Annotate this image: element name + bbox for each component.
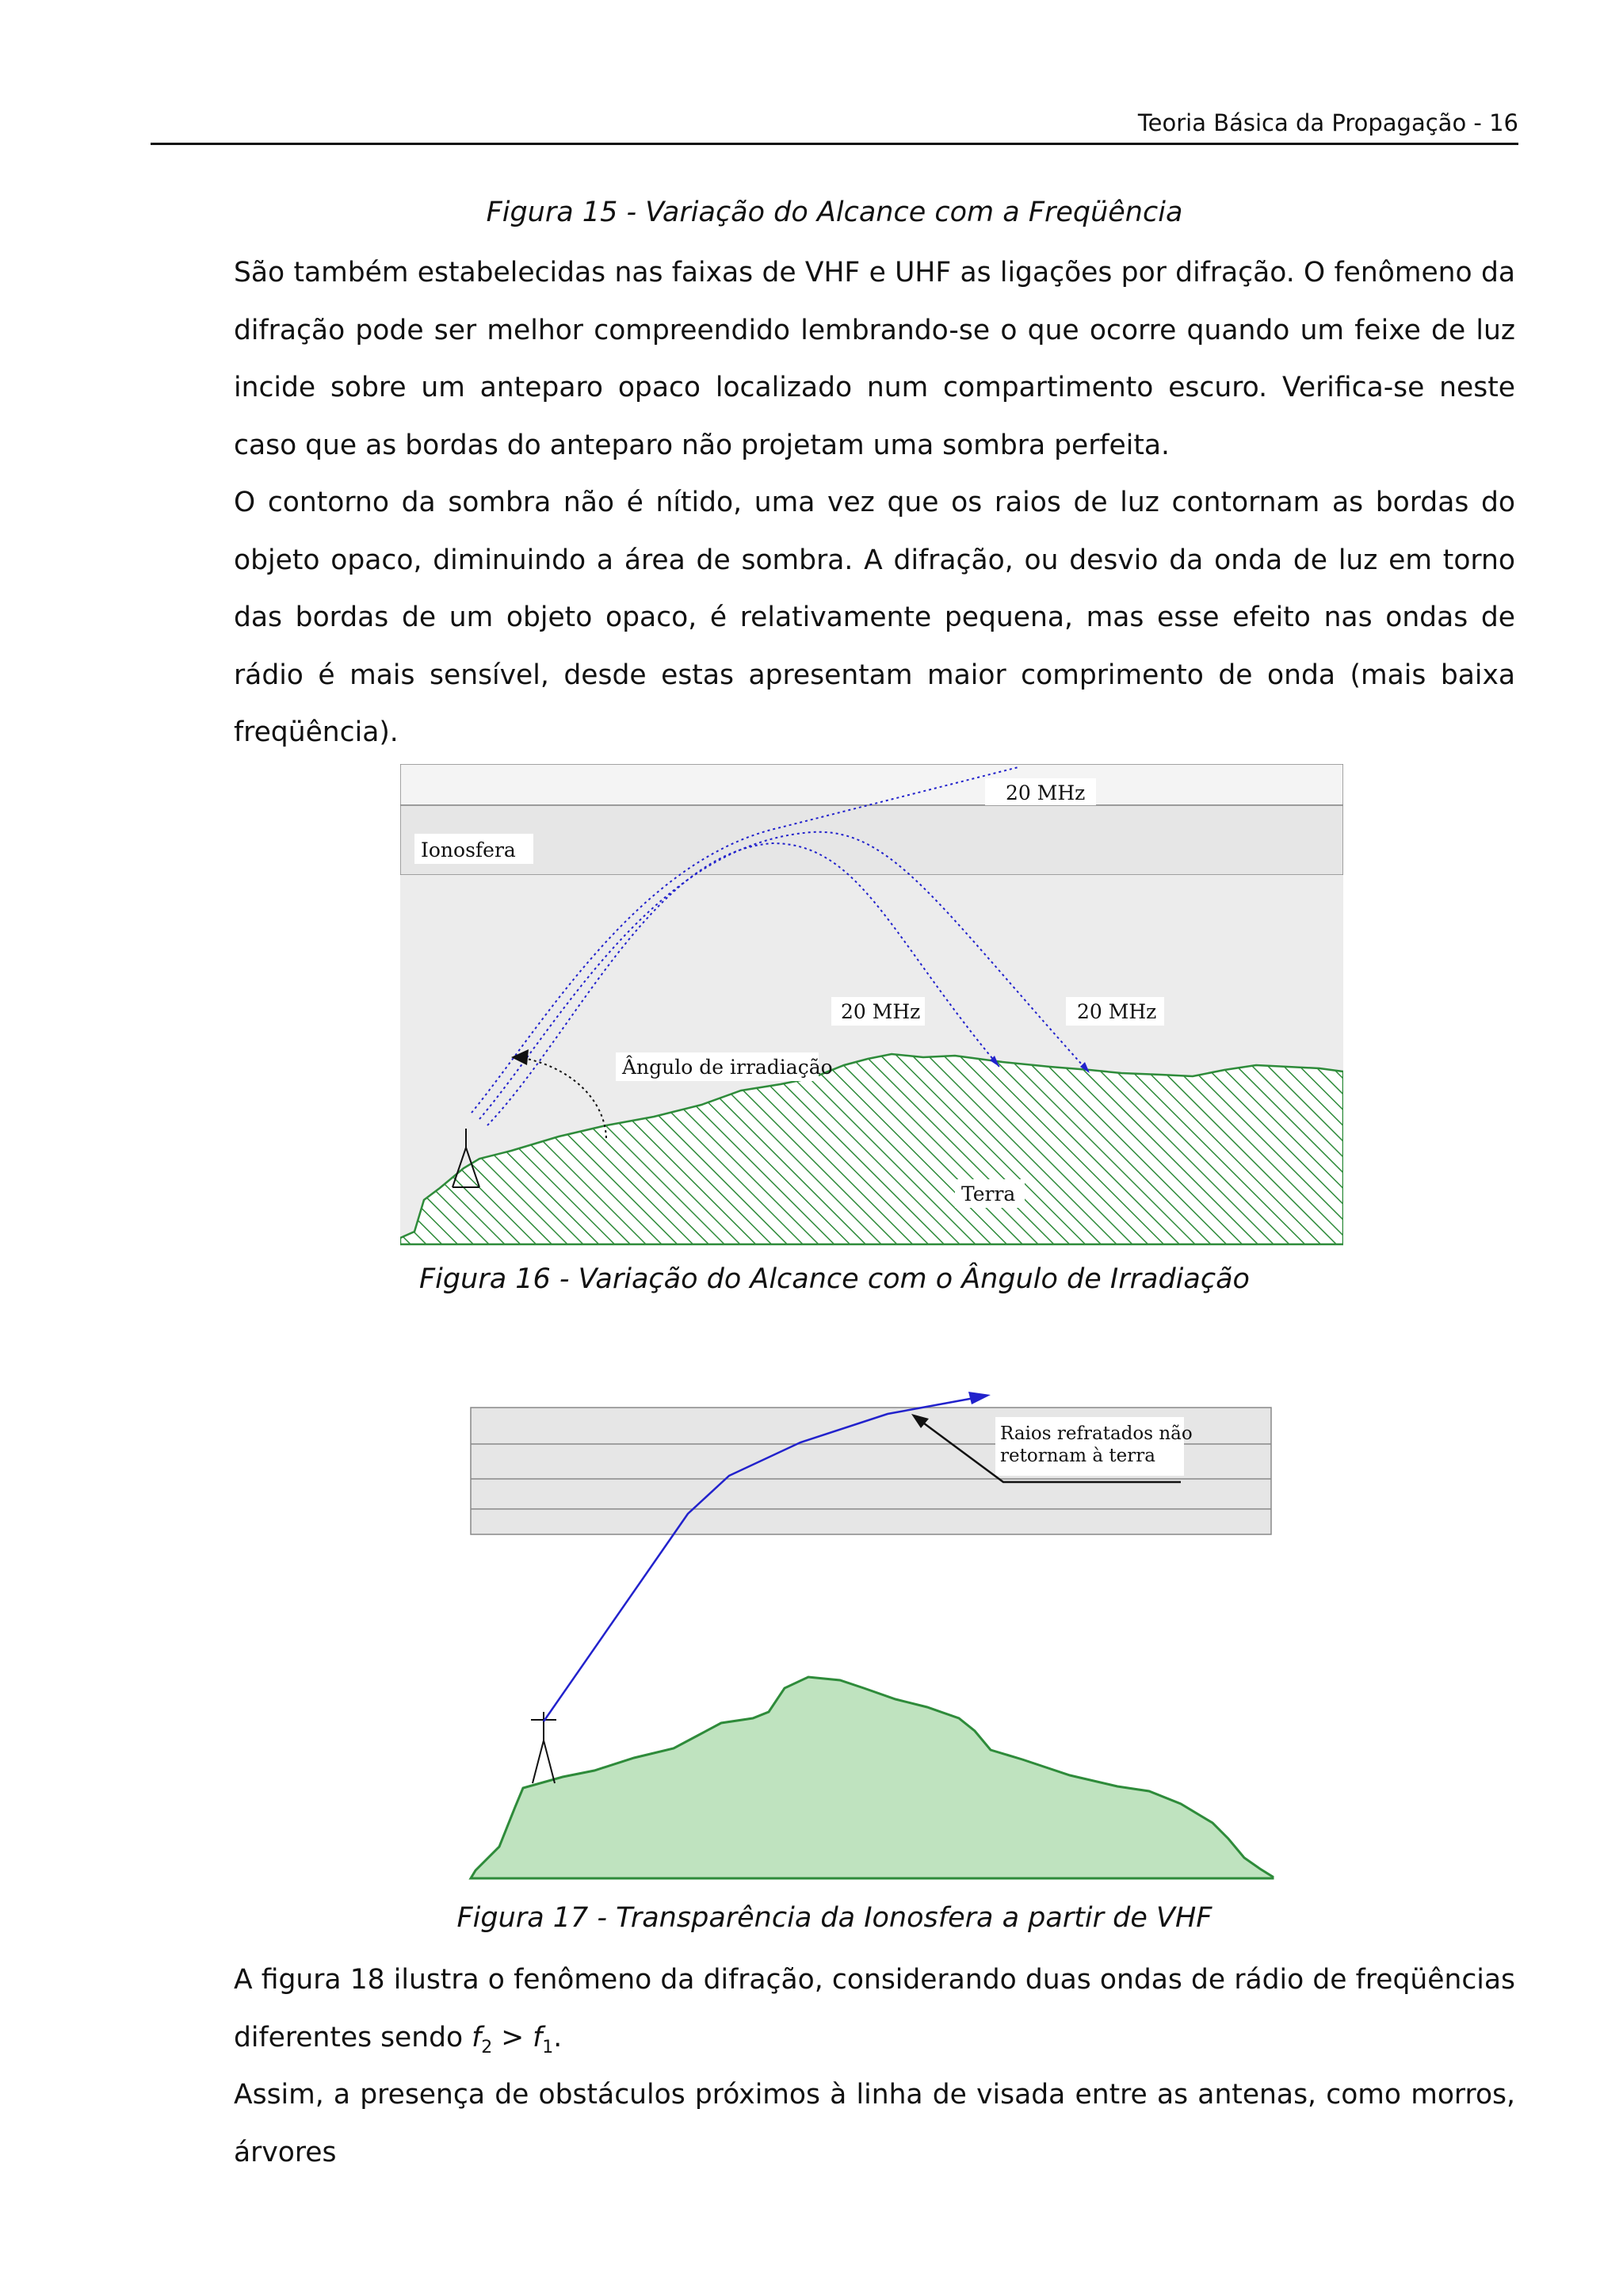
figure-16-diagram (400, 764, 1343, 1249)
label-refracted-line2: retornam à terra (1000, 1446, 1155, 1466)
paragraph-shadow-contour: O contorno da sombra não é nítido, uma vez que os raios de luz contornam as bordas do objeto opaco, diminuindo a área de sombra. A difração, ou desvio da onda de luz em torno das bordas de um objeto opaco, é relativamente pequena, mas esse efeito nas ondas de rádio é mais sensível, desde estas apresentam maior comprimento de onda (mais baixa freqüência). (234, 487, 1515, 748)
caption-figure-15: Figura 15 - Variação do Alcance com a Freqüência (486, 197, 1183, 228)
para3-start: A figura 18 ilustra o fenômeno da difração, considerando duas ondas de rádio de freqüências diferentes sendo (234, 1964, 1515, 2053)
terrain-hill (471, 1677, 1273, 1878)
label-terra: Terra (961, 1182, 1016, 1205)
page-header (151, 108, 1518, 145)
symbol-f2: f (472, 2021, 482, 2053)
caption-figure-17: Figura 17 - Transparência da Ionosfera a partir de VHF (456, 1902, 1212, 1934)
label-angulo-irradiacao: Ângulo de irradiação (622, 1056, 833, 1079)
subscript-1: 1 (542, 2037, 554, 2057)
upper-layer (400, 764, 1343, 805)
paragraph-obstacles: Assim, a presença de obstáculos próximos à linha de visada entre as antenas, como morros, árvores (234, 2079, 1515, 2168)
caption-figure-16: Figura 16 - Variação do Alcance com o Ângulo de Irradiação (419, 1263, 1250, 1295)
figure-17-diagram (468, 1363, 1284, 1886)
symbol-f1: f (533, 2021, 543, 2053)
label-20mhz-top: 20 MHz (1006, 781, 1086, 804)
para3-end: . (553, 2021, 563, 2053)
header-text: Teoria Básica da Propagação - 16 (1137, 109, 1518, 136)
ionosphere-layer (400, 805, 1343, 875)
label-ionosfera: Ionosfera (421, 839, 516, 861)
label-refracted-line1: Raios refratados não (1000, 1423, 1193, 1444)
subscript-2: 2 (481, 2037, 493, 2057)
label-20mhz-right: 20 MHz (1077, 1000, 1157, 1023)
paragraph-diffraction-intro: São também estabelecidas nas faixas de VHF e UHF as ligações por difração. O fenômeno da difração pode ser melhor compreendido lembrando-se o que ocorre quando um feixe de luz incide sobre um anteparo opaco localizado num compartimento escuro. Verifica-se neste caso que as bordas do anteparo não projetam uma sombra perfeita. (234, 257, 1515, 461)
antenna-icon (531, 1712, 556, 1783)
greater-than: > (492, 2021, 533, 2053)
label-20mhz-mid: 20 MHz (841, 1000, 921, 1023)
ray-arrowhead (968, 1392, 991, 1404)
paragraph-figure-18-intro (234, 1951, 1515, 2076)
